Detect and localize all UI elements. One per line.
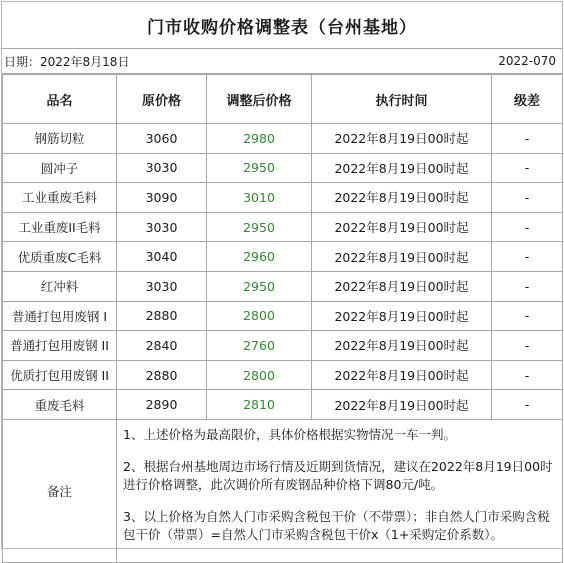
cell-effective-time: 2022年8月19日00时起 [312, 301, 492, 331]
cell-name: 重废毛料 [3, 390, 117, 420]
table-row [3, 301, 563, 331]
table-row [3, 390, 563, 420]
price-adjustment-sheet [1, 1, 563, 549]
cell-effective-time: 2022年8月19日00时起 [312, 360, 492, 390]
cell-effective-time: 2022年8月19日00时起 [312, 271, 492, 301]
cell-name: 工业重废II毛料 [3, 212, 117, 242]
cell-original-price: 2880 [117, 301, 207, 331]
cell-price-diff: - [492, 124, 563, 154]
cell-effective-time: 2022年8月19日00时起 [312, 331, 492, 361]
cell-adjusted-price: 2760 [207, 331, 312, 361]
cell-adjusted-price: 2800 [207, 301, 312, 331]
note-2: 2、根据台州基地周边市场行情及近期到货情况，建议在2022年8月19日00时进行价格调整，此次调价所有废钢品种价格下调80元/吨。 [123, 458, 553, 492]
note-3: 3、以上价格为自然人门市采购含税包干价（不带票）；非自然人门市采购含税包干价（带票）=自然人门市采购含税包干价x（1+采购定价系数）。 [123, 508, 550, 542]
cell-effective-time: 2022年8月19日00时起 [312, 153, 492, 183]
cell-original-price: 3030 [117, 153, 207, 183]
notes-label: 备注 [3, 419, 117, 562]
cell-price-diff: - [492, 390, 563, 420]
document-number: 2022-070 [498, 54, 556, 68]
table-row [3, 124, 563, 154]
header-price-diff: 级差 [492, 75, 563, 124]
cell-effective-time: 2022年8月19日00时起 [312, 183, 492, 213]
cell-effective-time: 2022年8月19日00时起 [312, 124, 492, 154]
table-row [3, 183, 563, 213]
cell-original-price: 2840 [117, 331, 207, 361]
cell-adjusted-price: 2800 [207, 360, 312, 390]
cell-adjusted-price: 2950 [207, 212, 312, 242]
cell-name: 工业重废毛料 [3, 183, 117, 213]
note-1: 1、上述价格为最高限价，具体价格根据实物情况一车一判。 [123, 426, 456, 442]
table-row [3, 271, 563, 301]
header-effective-time: 执行时间 [312, 75, 492, 124]
header-row [3, 75, 563, 124]
table-row [3, 153, 563, 183]
table-row [3, 331, 563, 361]
cell-original-price: 3030 [117, 271, 207, 301]
cell-original-price: 2890 [117, 390, 207, 420]
cell-effective-time: 2022年8月19日00时起 [312, 242, 492, 272]
cell-name: 钢筋切粒 [3, 124, 117, 154]
price-table [2, 74, 563, 563]
cell-name: 普通打包用废钢 I [3, 301, 117, 331]
table-row [3, 212, 563, 242]
table-row [3, 242, 563, 272]
title-row [2, 2, 562, 49]
cell-adjusted-price: 2980 [207, 124, 312, 154]
notes-row [3, 419, 563, 562]
table-row [3, 360, 563, 390]
date-label: 日期：2022年8月18日 [4, 54, 130, 69]
cell-adjusted-price: 2950 [207, 271, 312, 301]
cell-effective-time: 2022年8月19日00时起 [312, 212, 492, 242]
cell-price-diff: - [492, 271, 563, 301]
header-original-price: 原价格 [117, 75, 207, 124]
cell-original-price: 2880 [117, 360, 207, 390]
cell-original-price: 3040 [117, 242, 207, 272]
cell-adjusted-price: 2810 [207, 390, 312, 420]
header-adjusted-price: 调整后价格 [207, 75, 312, 124]
cell-price-diff: - [492, 153, 563, 183]
cell-name: 普通打包用废钢 II [3, 331, 117, 361]
cell-name: 优质重废C毛料 [3, 242, 117, 272]
cell-name: 圆冲子 [3, 153, 117, 183]
cell-price-diff: - [492, 183, 563, 213]
cell-name: 红冲料 [3, 271, 117, 301]
notes-content [117, 419, 563, 562]
cell-original-price: 3090 [117, 183, 207, 213]
cell-adjusted-price: 2960 [207, 242, 312, 272]
cell-price-diff: - [492, 301, 563, 331]
table-body [3, 124, 563, 420]
document-title: 门市收购价格调整表（台州基地） [147, 17, 417, 38]
date-row [2, 49, 562, 74]
cell-name: 优质打包用废钢 II [3, 360, 117, 390]
cell-original-price: 3060 [117, 124, 207, 154]
cell-effective-time: 2022年8月19日00时起 [312, 390, 492, 420]
header-name: 品名 [3, 75, 117, 124]
cell-price-diff: - [492, 360, 563, 390]
cell-adjusted-price: 3010 [207, 183, 312, 213]
cell-adjusted-price: 2950 [207, 153, 312, 183]
cell-price-diff: - [492, 242, 563, 272]
cell-original-price: 3030 [117, 212, 207, 242]
cell-price-diff: - [492, 212, 563, 242]
cell-price-diff: - [492, 331, 563, 361]
